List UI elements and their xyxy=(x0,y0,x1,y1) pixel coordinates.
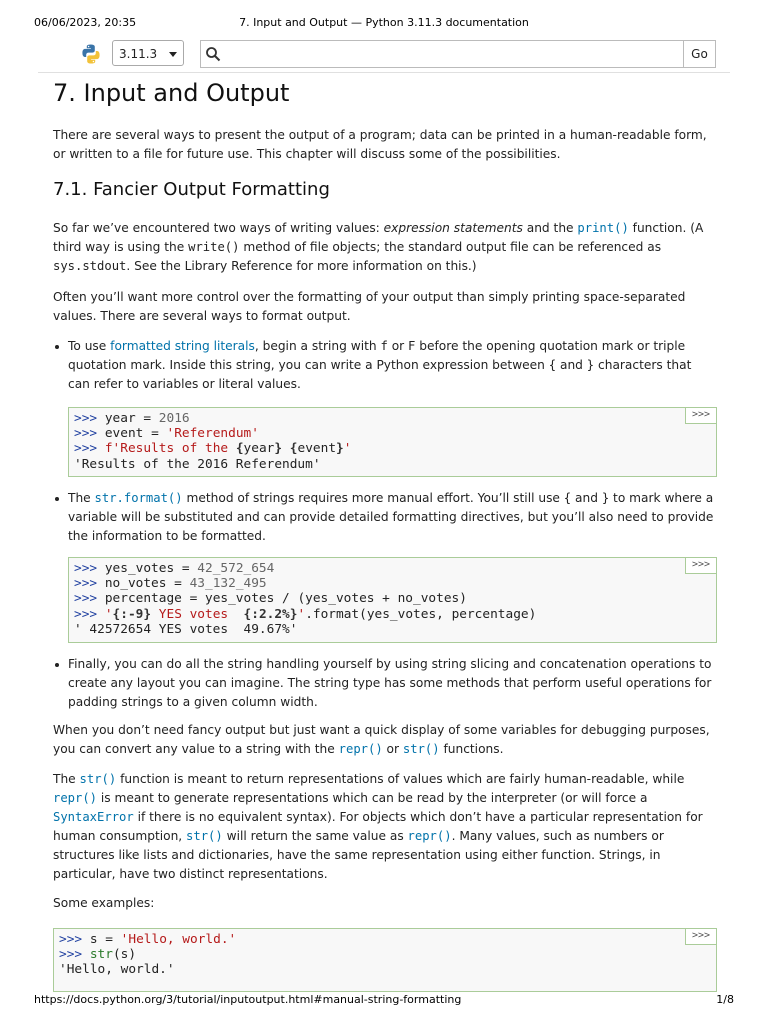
prompt: >>> xyxy=(74,426,105,442)
F-code: F xyxy=(408,339,416,353)
text: will return the same value as xyxy=(222,829,408,843)
code-string: 'Hello, world.' xyxy=(120,932,237,947)
version-value: 3.11.3 xyxy=(119,47,158,61)
code-text: year xyxy=(243,441,275,457)
section-title: 7.1. Fancier Output Formatting xyxy=(53,179,330,200)
text: So far we’ve encountered two ways of writing values: xyxy=(53,221,384,235)
python-logo-icon[interactable] xyxy=(80,43,102,65)
code-block-str-repr xyxy=(53,928,717,992)
code-number: 43_132_495 xyxy=(189,576,267,592)
prompt: >>> xyxy=(74,606,105,622)
print-url: https://docs.python.org/3/tutorial/inputoutput.html#manual-string-formatting xyxy=(34,993,462,1006)
print-link[interactable] xyxy=(577,221,628,235)
text: or xyxy=(387,339,409,353)
bullet-icon xyxy=(55,497,59,501)
code-brace: { xyxy=(235,441,244,457)
code-text: = xyxy=(174,576,190,592)
chevron-down-icon xyxy=(169,52,177,57)
print-header xyxy=(34,16,734,30)
code-text: yes_votes xyxy=(104,561,182,576)
code-text: no_votes xyxy=(104,576,175,592)
code-brace: { xyxy=(289,441,298,457)
repr-link[interactable] xyxy=(408,829,452,843)
version-select[interactable] xyxy=(112,40,184,66)
paragraph-quick-display xyxy=(53,721,717,759)
text: . See the Library Reference for more information on this.) xyxy=(126,259,477,273)
brace-code: } xyxy=(601,491,610,505)
search-box xyxy=(200,40,716,68)
print-date: 06/06/2023, 20:35 xyxy=(34,16,137,29)
emphasis: expression statements xyxy=(383,221,523,235)
text: functions. xyxy=(439,742,504,756)
text: function. (A third way is using the xyxy=(53,221,704,254)
print-code: print() xyxy=(577,221,629,235)
code-text: = xyxy=(105,932,121,947)
brace-code: { xyxy=(563,491,572,505)
code-output: 'Results of the 2016 Referendum' xyxy=(74,456,321,472)
page-number: 1/8 xyxy=(716,993,734,1006)
paragraph-more-control: Often you’ll want more control over the formatting of your output than simply printing space-separated values. There are several ways to format output. xyxy=(53,290,686,323)
page-title: 7. Input and Output xyxy=(53,79,290,107)
bullet-icon xyxy=(55,663,59,667)
text: method of strings requires more manual effort. You’ll still use xyxy=(182,491,564,505)
f-code: f xyxy=(380,339,388,353)
str-code: str() xyxy=(402,742,440,756)
code-string: 'Referendum' xyxy=(166,426,259,442)
doc-topbar xyxy=(80,40,716,68)
str-link[interactable] xyxy=(186,829,223,843)
text: before the opening quotation mark or triple quotation mark. Inside this string, you can write a Python expression between xyxy=(68,339,686,372)
write-code: write() xyxy=(188,240,240,254)
code-text: event xyxy=(104,426,152,442)
code-block-fstring xyxy=(68,407,717,477)
copy-button[interactable]: >>> xyxy=(685,558,716,574)
list-item-text xyxy=(68,489,716,546)
str-code: str() xyxy=(79,772,117,786)
intro-paragraph: There are several ways to present the output of a program; data can be printed in a human-readable form, or written to a file for future use. This chapter will discuss some of the possibilities. xyxy=(53,128,707,161)
code-format-spec: {:2.2%} xyxy=(243,606,298,622)
paragraph-str-vs-repr xyxy=(53,770,717,884)
code-block-str-format xyxy=(68,557,717,643)
repr-code: repr() xyxy=(407,829,452,843)
text: or xyxy=(382,742,403,756)
code-builtin: str xyxy=(89,947,113,963)
brace-code: { xyxy=(548,358,557,372)
copy-button[interactable]: >>> xyxy=(685,929,716,945)
text: if there is no equivalent syntax). For objects which don’t have a particular representation for human consumption, xyxy=(53,810,703,843)
code-text: = xyxy=(181,561,198,576)
str-link[interactable] xyxy=(403,742,440,756)
brace-code: } xyxy=(586,358,595,372)
code-text: (s) xyxy=(112,947,137,963)
repr-code: repr() xyxy=(338,742,383,756)
code-format-spec: {:-9} xyxy=(112,606,152,622)
code-text: s xyxy=(89,932,106,947)
print-footer xyxy=(34,993,734,1007)
text: method of file objects; the standard output file can be referenced as xyxy=(239,240,662,254)
search-input[interactable] xyxy=(223,41,691,67)
repr-link[interactable] xyxy=(53,791,97,805)
list-item-text xyxy=(68,337,716,394)
code-string: f'Results of the xyxy=(104,441,236,457)
code-number: 2016 xyxy=(158,411,190,426)
text: When you don’t need fancy output but just want a quick display of some variables for debugging purposes, you can convert any value to a string with the xyxy=(53,723,710,756)
prompt: >>> xyxy=(74,591,105,607)
code-brace: } xyxy=(336,441,344,457)
text: and xyxy=(571,491,602,505)
code-text: event xyxy=(297,441,337,457)
prompt: >>> xyxy=(74,411,105,426)
text: The xyxy=(53,772,80,786)
text: , begin a string with xyxy=(254,339,381,353)
text: To use xyxy=(68,339,111,353)
str-link[interactable] xyxy=(80,772,117,786)
code-text: = xyxy=(143,411,159,426)
list-item-text: Finally, you can do all the string handling yourself by using string slicing and concatenation operations to create any layout you can imagine. The string type has some methods that perform useful operations for padding strings to a given column width. xyxy=(68,657,712,709)
prompt: >>> xyxy=(74,441,105,457)
go-button[interactable]: Go xyxy=(683,41,715,67)
paragraph-some-examples: Some examples: xyxy=(53,896,155,910)
code-text: = xyxy=(151,426,167,442)
str-format-code: str.format() xyxy=(94,491,183,505)
code-string: ' xyxy=(297,606,306,622)
copy-button[interactable]: >>> xyxy=(685,408,716,424)
code-output: 'Hello, world.' xyxy=(59,962,175,978)
prompt: >>> xyxy=(74,576,105,592)
code-number: 42_572_654 xyxy=(197,561,275,576)
text: The xyxy=(68,491,95,505)
text: . Many values, such as numbers or structures like lists and dictionaries, have the same representation using either function. Strings, in particular, have two distinct representations. xyxy=(53,829,664,881)
text: function is meant to return representations of values which are fairly human-readable, while xyxy=(116,772,685,786)
paragraph-writing-values xyxy=(53,219,717,276)
str-format-link[interactable] xyxy=(95,491,183,505)
code-string xyxy=(282,441,290,456)
code-string: ' xyxy=(343,441,352,457)
prompt: >>> xyxy=(74,561,105,576)
text: characters that can refer to variables or literal values. xyxy=(68,358,692,391)
prompt: >>> xyxy=(59,947,90,963)
repr-link[interactable] xyxy=(339,742,383,756)
repr-code: repr() xyxy=(53,791,98,805)
code-string: YES votes xyxy=(151,606,244,622)
str-code: str() xyxy=(186,829,223,843)
code-text: year xyxy=(104,411,144,426)
syntaxerror-link[interactable] xyxy=(53,810,134,824)
text: to mark where a variable will be substituted and can provide detailed formatting directives, but you’ll also need to provide the information to be formatted. xyxy=(68,491,714,543)
code-text: percentage = yes_votes / (yes_votes + no_votes) xyxy=(104,591,467,607)
syntaxerror-code: SyntaxError xyxy=(53,810,134,824)
code-string: ' xyxy=(104,606,113,622)
search-icon xyxy=(205,46,221,62)
text: and the xyxy=(522,221,578,235)
text: is meant to generate representations which can be read by the interpreter (or will force a xyxy=(97,791,648,805)
prompt: >>> xyxy=(59,932,90,947)
stdout-code: sys.stdout xyxy=(53,259,127,273)
print-page-title: 7. Input and Output — Python 3.11.3 documentation xyxy=(239,16,529,29)
code-text: .format(yes_votes, percentage) xyxy=(305,606,537,622)
code-output: ' 42572654 YES votes 49.67%' xyxy=(74,621,298,637)
code-brace: } xyxy=(274,441,283,457)
text: and xyxy=(556,358,587,372)
bullet-icon xyxy=(55,345,59,349)
formatted-string-literals-link[interactable]: formatted string literals xyxy=(110,339,255,353)
header-divider xyxy=(38,72,730,73)
